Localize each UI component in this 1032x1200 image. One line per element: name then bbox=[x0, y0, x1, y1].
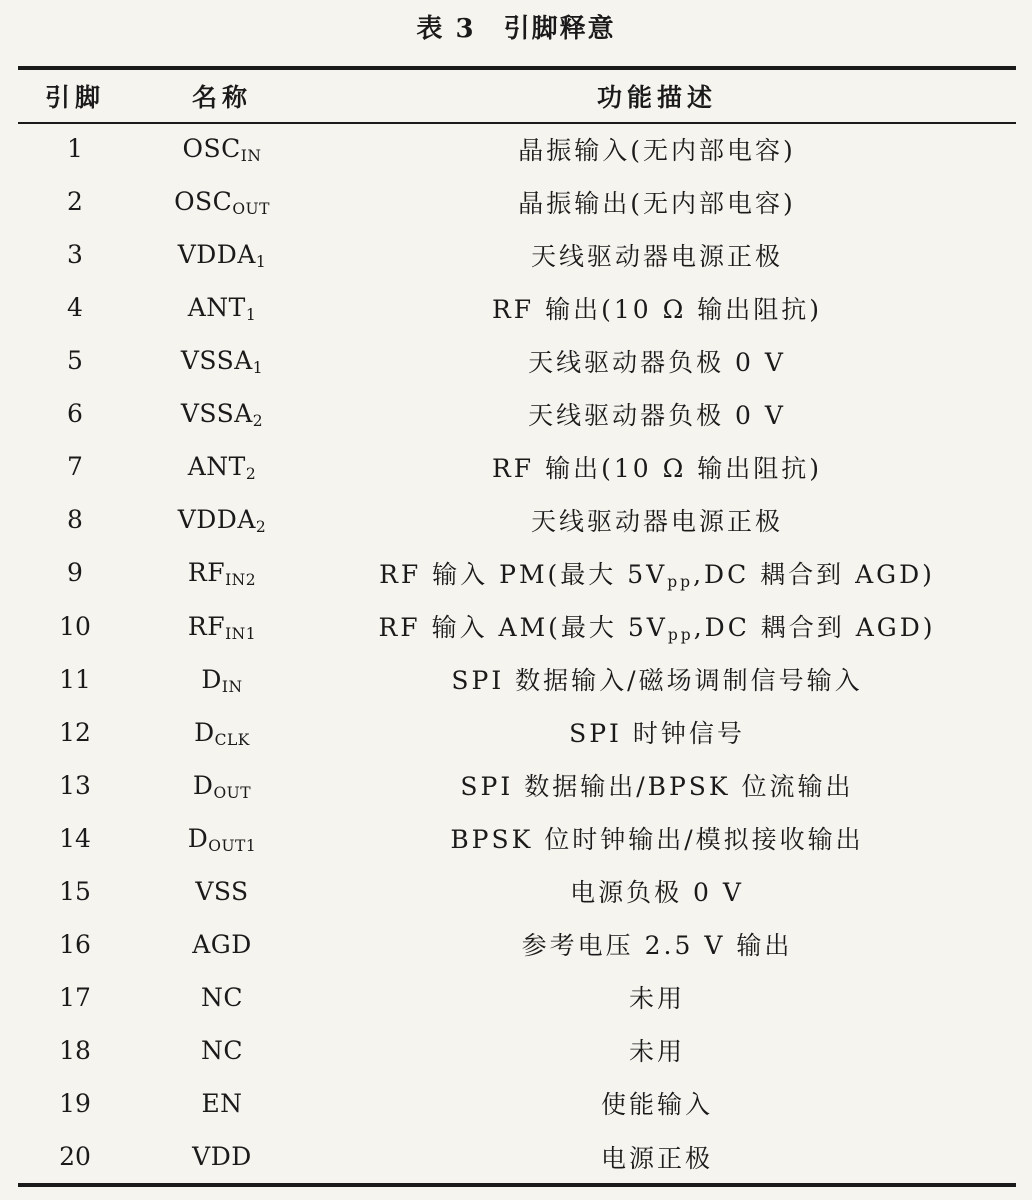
table-row bbox=[18, 334, 1016, 387]
table-row bbox=[18, 918, 1016, 971]
pin-number: 11 bbox=[59, 664, 91, 694]
pin-name bbox=[132, 877, 312, 906]
pin-description bbox=[312, 343, 1016, 379]
table-row bbox=[18, 281, 1016, 334]
description-text: 天线驱动器电源正极 bbox=[530, 241, 783, 271]
pin-name bbox=[132, 771, 312, 800]
pin-number: 2 bbox=[67, 187, 83, 217]
table-caption: 表 3 引脚释意 bbox=[416, 14, 616, 44]
pin-name bbox=[132, 983, 312, 1012]
pin-name bbox=[132, 1142, 312, 1171]
description-text: SPI 数据输出/BPSK 位流输出 bbox=[460, 772, 854, 802]
pin-description bbox=[312, 1139, 1016, 1175]
pin-description bbox=[312, 502, 1016, 538]
description-tail: ,DC 耦合到 AGD) bbox=[693, 613, 936, 643]
pin-name bbox=[132, 346, 312, 378]
pin-number: 7 bbox=[67, 452, 83, 482]
description-text: 天线驱动器电源正极 bbox=[530, 506, 783, 536]
pin-description bbox=[312, 555, 1016, 591]
description-text: 晶振输出(无内部电容) bbox=[518, 188, 796, 218]
pin-name bbox=[132, 134, 312, 163]
pin-name-subscript: CLK bbox=[214, 730, 250, 749]
pin-name bbox=[132, 612, 312, 641]
pin-name-base: VSSA bbox=[180, 346, 253, 376]
pin-name-base: ANT bbox=[187, 293, 246, 323]
description-text: BPSK 位时钟输出/模拟接收输出 bbox=[450, 825, 864, 855]
pin-name-base: VDD bbox=[192, 1142, 252, 1172]
pin-number: 8 bbox=[67, 505, 83, 535]
pin-name bbox=[132, 718, 312, 747]
pin-name bbox=[132, 1036, 312, 1065]
pin-name bbox=[132, 505, 312, 537]
pin-description bbox=[312, 714, 1016, 750]
pin-number: 3 bbox=[67, 240, 83, 270]
pin-description bbox=[312, 396, 1016, 432]
pin-name-base: OSC bbox=[174, 187, 233, 217]
description-subscript: pp bbox=[667, 572, 694, 591]
pin-name-base: EN bbox=[201, 1088, 243, 1118]
pin-name-base: NC bbox=[200, 982, 243, 1012]
header-description: 功能描述 bbox=[596, 83, 717, 112]
pin-name-subscript: IN bbox=[240, 146, 262, 165]
pin-number: 1 bbox=[67, 134, 83, 164]
description-text: 未用 bbox=[628, 1037, 685, 1067]
pin-description bbox=[312, 449, 1016, 485]
description-text: 电源负极 0 V bbox=[570, 878, 744, 908]
table-row bbox=[18, 440, 1016, 493]
pin-description bbox=[312, 661, 1016, 697]
description-text: SPI 数据输入/磁场调制信号输入 bbox=[451, 666, 863, 696]
pin-name-subscript: 1 bbox=[255, 253, 267, 272]
description-text: SPI 时钟信号 bbox=[569, 719, 745, 749]
description-text: RF 输出(10 Ω 输出阻抗) bbox=[491, 453, 823, 483]
table-row bbox=[18, 493, 1016, 546]
pin-name-base: D bbox=[201, 664, 222, 694]
table-row bbox=[18, 599, 1016, 652]
pin-name-base: D bbox=[192, 770, 214, 800]
pin-name bbox=[132, 824, 312, 853]
table-row bbox=[18, 653, 1016, 706]
pin-description bbox=[312, 873, 1016, 909]
pin-description bbox=[312, 1085, 1016, 1121]
header-pin: 引脚 bbox=[44, 83, 105, 112]
table-row bbox=[18, 812, 1016, 865]
pin-number: 4 bbox=[67, 293, 83, 323]
description-text: 天线驱动器负极 0 V bbox=[528, 347, 786, 377]
pin-name-base: D bbox=[194, 717, 215, 747]
pin-name-subscript: OUT bbox=[232, 200, 270, 219]
pin-name-base: RF bbox=[187, 611, 226, 641]
table-row bbox=[18, 971, 1016, 1024]
pin-description bbox=[312, 979, 1016, 1015]
pin-name-subscript: 1 bbox=[252, 359, 264, 378]
pin-name-subscript: OUT1 bbox=[208, 836, 257, 855]
pin-name-base: D bbox=[187, 823, 209, 853]
description-text: 未用 bbox=[628, 984, 685, 1014]
pin-number: 9 bbox=[67, 558, 83, 588]
table-row bbox=[18, 546, 1016, 599]
pin-number: 16 bbox=[59, 929, 91, 959]
table-row bbox=[18, 865, 1016, 918]
pin-name-base: VSSA bbox=[180, 399, 253, 429]
description-text: RF 输入 PM(最大 5V bbox=[379, 559, 668, 589]
table-row bbox=[18, 1024, 1016, 1077]
table-row bbox=[18, 122, 1016, 175]
description-text: RF 输入 AM(最大 5V bbox=[378, 613, 668, 643]
table-row bbox=[18, 387, 1016, 440]
table-row bbox=[18, 1077, 1016, 1130]
pin-number: 15 bbox=[59, 876, 91, 906]
pin-number: 17 bbox=[59, 982, 91, 1012]
pin-name-subscript: 2 bbox=[245, 465, 257, 484]
pin-name-base: VSS bbox=[195, 876, 249, 906]
pin-name-subscript: IN2 bbox=[225, 571, 257, 590]
header-name: 名称 bbox=[191, 83, 252, 112]
pin-name-subscript: OUT bbox=[213, 783, 252, 802]
pin-description bbox=[312, 767, 1016, 803]
pin-description bbox=[312, 820, 1016, 856]
pin-description bbox=[312, 1032, 1016, 1068]
pin-name-subscript: 2 bbox=[252, 412, 264, 431]
pin-name-base: VDDA bbox=[177, 240, 256, 270]
pin-name bbox=[132, 399, 312, 431]
pin-name-subscript: 1 bbox=[245, 306, 257, 325]
description-text: 使能输入 bbox=[600, 1090, 713, 1120]
pin-name-base: OSC bbox=[182, 134, 241, 164]
pin-name bbox=[132, 558, 312, 590]
pin-name bbox=[132, 930, 312, 959]
table-row bbox=[18, 1130, 1016, 1183]
pin-name bbox=[132, 293, 312, 325]
pin-name-base: NC bbox=[200, 1035, 243, 1065]
description-text: 参考电压 2.5 V 输出 bbox=[521, 931, 793, 961]
pin-number: 12 bbox=[59, 717, 91, 747]
pin-name-base: VDDA bbox=[177, 505, 256, 535]
pin-number: 18 bbox=[59, 1035, 91, 1065]
pin-name bbox=[132, 452, 312, 484]
pin-number: 13 bbox=[59, 770, 91, 800]
pin-number: 6 bbox=[67, 399, 83, 429]
table-row bbox=[18, 759, 1016, 812]
pin-name-subscript: IN bbox=[221, 677, 243, 696]
pin-number: 10 bbox=[59, 611, 91, 641]
pin-description bbox=[312, 131, 1016, 167]
pin-description bbox=[312, 184, 1016, 220]
pin-name-subscript: IN1 bbox=[225, 624, 257, 643]
table-row bbox=[18, 706, 1016, 759]
description-subscript: pp bbox=[667, 625, 694, 644]
pin-number: 14 bbox=[59, 823, 91, 853]
pin-name-base: AGD bbox=[192, 929, 252, 959]
pin-name-base: RF bbox=[187, 558, 226, 588]
bottom-rule bbox=[18, 1183, 1016, 1187]
pin-name bbox=[132, 665, 312, 694]
pin-description bbox=[312, 926, 1016, 962]
pin-number: 19 bbox=[59, 1088, 91, 1118]
description-text: 天线驱动器负极 0 V bbox=[528, 400, 786, 430]
table-header bbox=[18, 70, 1016, 122]
description-text: 晶振输入(无内部电容) bbox=[518, 135, 796, 165]
description-text: RF 输出(10 Ω 输出阻抗) bbox=[491, 294, 823, 324]
pin-name bbox=[132, 1089, 312, 1118]
pin-description bbox=[312, 290, 1016, 326]
pin-description bbox=[312, 608, 1016, 644]
pin-number: 20 bbox=[59, 1142, 91, 1172]
description-text: 电源正极 bbox=[600, 1143, 713, 1173]
pin-name bbox=[132, 240, 312, 272]
table-row bbox=[18, 228, 1016, 281]
pin-name-base: ANT bbox=[187, 452, 246, 482]
description-tail: ,DC 耦合到 AGD) bbox=[693, 559, 935, 589]
pin-name-subscript: 2 bbox=[255, 518, 267, 537]
table-row bbox=[18, 175, 1016, 228]
pin-description bbox=[312, 237, 1016, 273]
pin-number: 5 bbox=[67, 346, 83, 376]
pin-name bbox=[132, 187, 312, 219]
